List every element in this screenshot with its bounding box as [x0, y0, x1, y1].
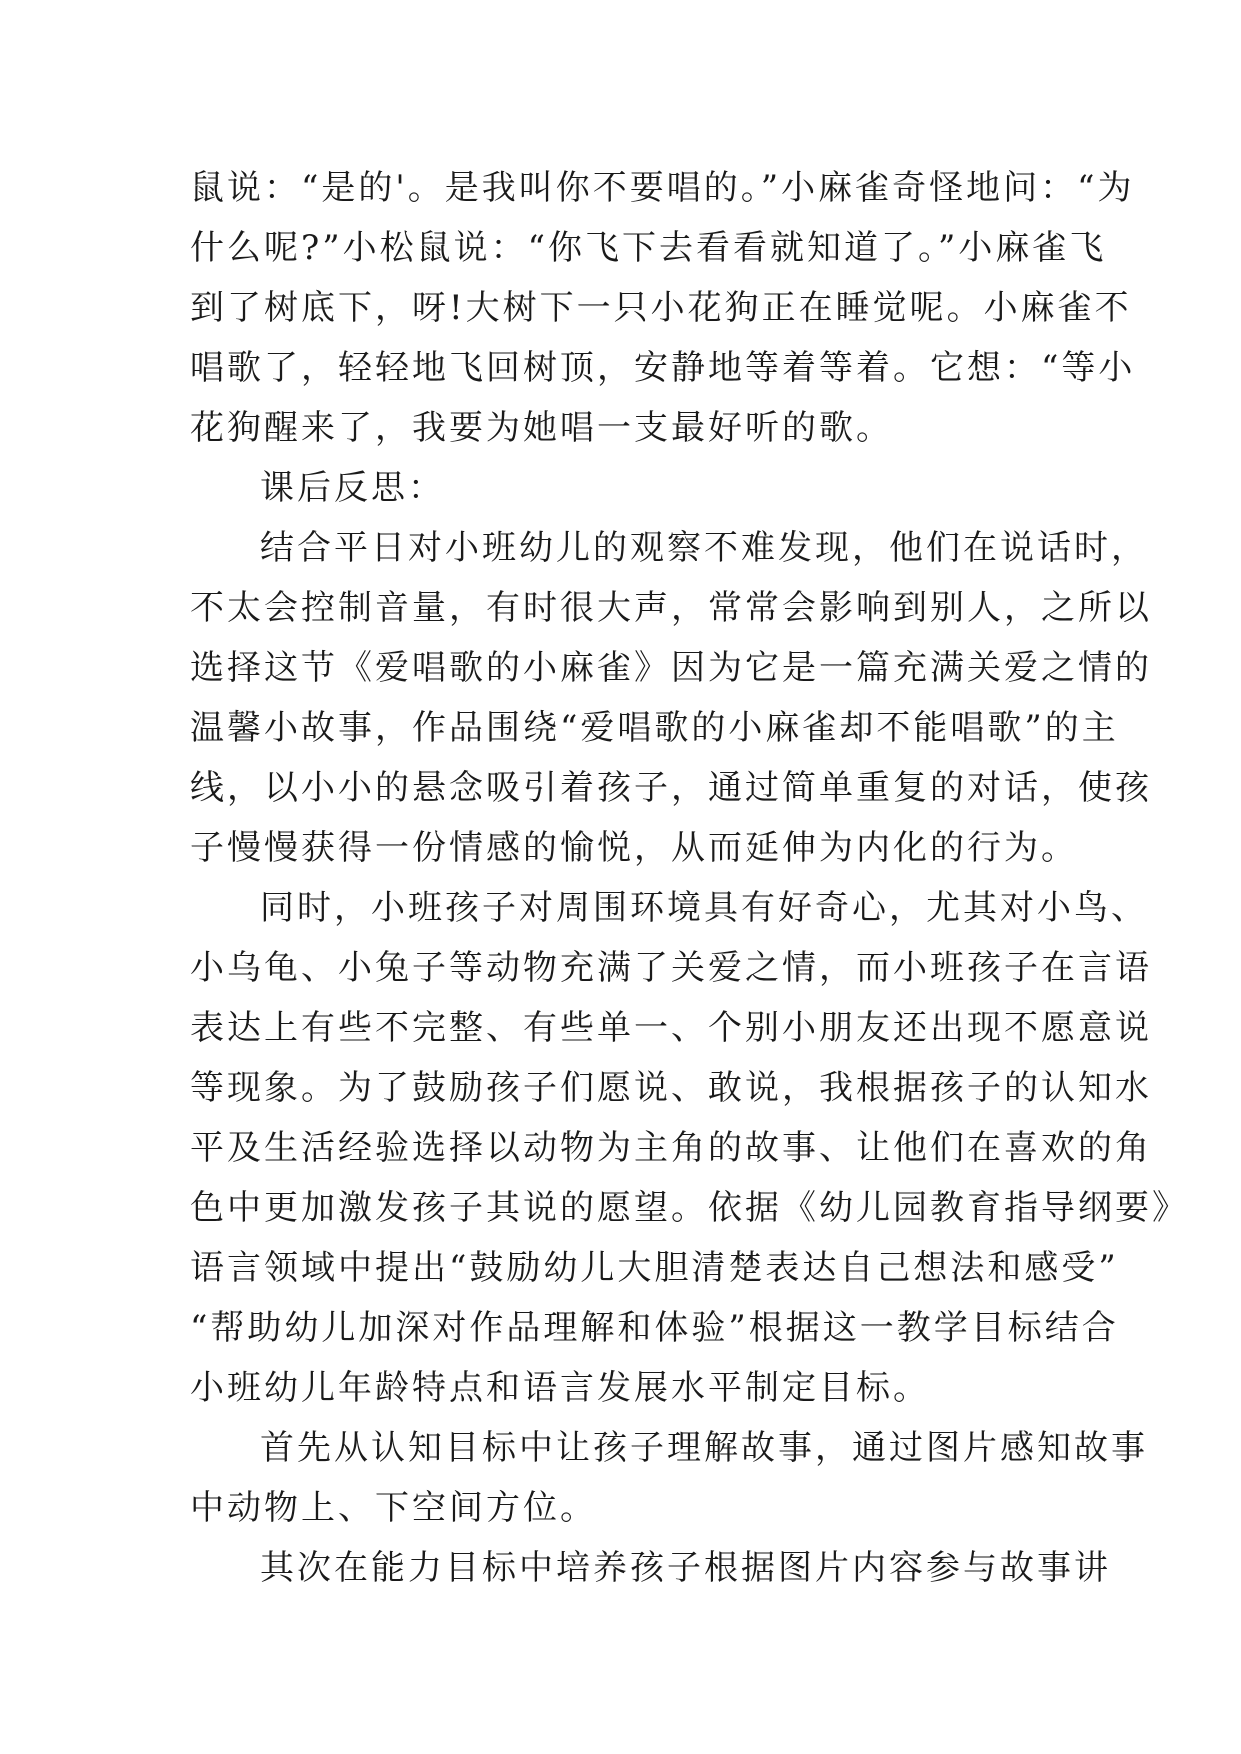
document-body [190, 158, 1189, 1598]
text-line: 小班幼儿年龄特点和语言发展水平制定目标。 [190, 1368, 930, 1408]
text-line: 其次在能力目标中培养孩子根据图片内容参与故事讲 [260, 1548, 1111, 1588]
text-line: 什么呢?”小松鼠说：“你飞下去看看就知道了。”小麻雀飞 [190, 228, 1107, 268]
text-line: 线，以小小的悬念吸引着孩子，通过简单重复的对话，使孩 [190, 768, 1152, 808]
text-line: 中动物上、下空间方位。 [190, 1488, 597, 1528]
text-line: 平及生活经验选择以动物为主角的故事、让他们在喜欢的角 [190, 1128, 1152, 1168]
text-line: 温馨小故事，作品围绕“爱唱歌的小麻雀却不能唱歌”的主 [190, 708, 1119, 748]
text-line: 子慢慢获得一份情感的愉悦，从而延伸为内化的行为。 [190, 828, 1078, 868]
text-line: 结合平日对小班幼儿的观察不难发现，他们在说话时， [260, 528, 1148, 568]
text-line: 到了树底下，呀!大树下一只小花狗正在睡觉呢。小麻雀不 [190, 288, 1132, 328]
text-line: 唱歌了，轻轻地飞回树顶，安静地等着等着。它想：“等小 [190, 348, 1136, 388]
text-line: 不太会控制音量，有时很大声，常常会影响到别人，之所以 [190, 588, 1152, 628]
text-line: 色中更加激发孩子其说的愿望。依据《幼儿园教育指导纲要》 [190, 1188, 1189, 1228]
text-line: 表达上有些不完整、有些单一、个别小朋友还出现不愿意说 [190, 1008, 1152, 1048]
text-line: 鼠说：“是的'。是我叫你不要唱的。”小麻雀奇怪地问：“为 [190, 168, 1135, 208]
text-line: 首先从认知目标中让孩子理解故事，通过图片感知故事 [260, 1428, 1148, 1468]
text-line: 语言领域中提出“鼓励幼儿大胆清楚表达自己想法和感受” [190, 1248, 1119, 1288]
text-line: “帮助幼儿加深对作品理解和体验”根据这一教学目标结合 [190, 1308, 1119, 1348]
section-heading: 课后反思： [260, 468, 445, 508]
text-line: 花狗醒来了，我要为她唱一支最好听的歌。 [190, 408, 893, 448]
text-line: 小乌龟、小兔子等动物充满了关爱之情，而小班孩子在言语 [190, 948, 1152, 988]
text-line: 等现象。为了鼓励孩子们愿说、敢说，我根据孩子的认知水 [190, 1068, 1152, 1108]
text-line: 选择这节《爱唱歌的小麻雀》因为它是一篇充满关爱之情的 [190, 648, 1152, 688]
text-line: 同时，小班孩子对周围环境具有好奇心，尤其对小鸟、 [260, 888, 1148, 928]
